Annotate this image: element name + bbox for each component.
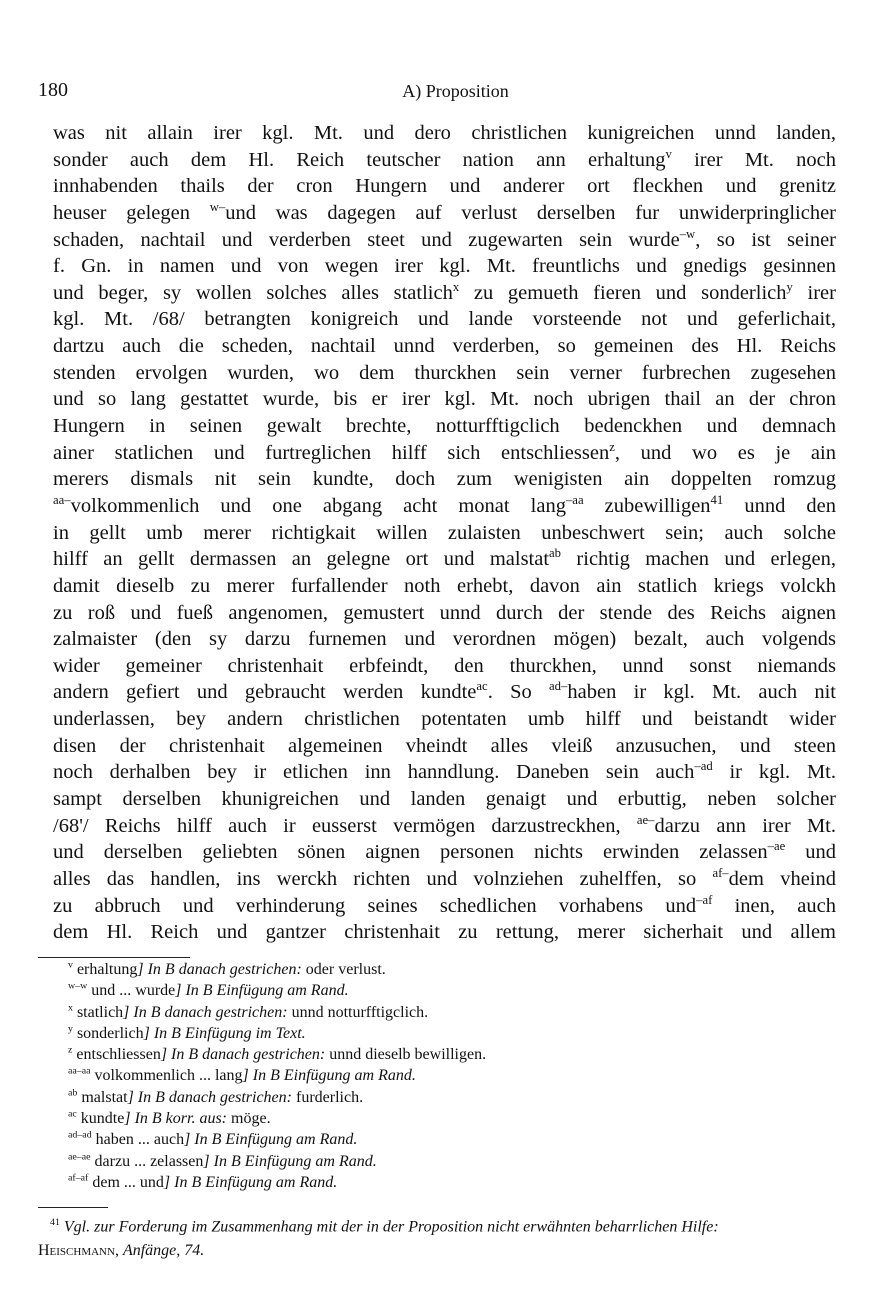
annotation-mark: z — [609, 439, 615, 454]
text-line: dem Hl. Reich und gantzer christenhait zu rettung, merer sicherhait und allem — [53, 921, 836, 944]
annotation-mark: y — [786, 280, 793, 295]
apparatus-note — [68, 1044, 486, 1065]
footnote-text: Vgl. zur Forderung im Zusammenhang mit der in der Proposition nicht erwähnten beharrlichen Hilfe: — [63, 1218, 719, 1236]
annotation-mark: –ad — [694, 759, 713, 774]
text-line: heuser gelegen $^{w-}$und was dagegen auf verlust derselben fur unwiderpringlicher — [53, 200, 836, 224]
text-line: und so lang gestattet wurde, bis er irer kgl. Mt. noch ubrigen thail an der chron — [53, 388, 836, 411]
variant-text: unnd dieselb bewilligen. — [325, 1046, 487, 1064]
running-title: A) Proposition — [402, 81, 509, 101]
text-line: ainer statlichen und furtreglichen hilff sich entschliessen$^z$, und wo es je ain — [53, 439, 836, 464]
lemma: entschliessen — [72, 1046, 161, 1064]
text-line: disen der christenhait algemeinen vheindt alles vleiß anzusuchen, und steen — [53, 734, 836, 757]
text-line: stenden ervolgen wurden, wo dem thurckhen sein verner furbrechen zugesehen — [53, 361, 836, 384]
footnote-author: Heischmann — [38, 1242, 115, 1260]
text-line: noch derhalben bey ir etlichen inn hanndlung. Daneben sein auch$^{-ad}$ ir kgl. Mt. — [53, 759, 836, 784]
variant-text: furderlich. — [291, 1088, 364, 1106]
apparatus-mark: ab — [68, 1087, 78, 1099]
annotation-mark: x — [452, 280, 460, 295]
footnote-mark: 41 — [50, 1217, 60, 1228]
apparatus-mark: y — [68, 1023, 73, 1035]
apparatus-comment: ] In B Einfügung am Rand. — [203, 1152, 377, 1170]
lemma: malstat — [77, 1088, 128, 1106]
apparatus-note — [68, 1172, 486, 1193]
apparatus-note — [68, 1065, 486, 1086]
variant-text: oder verlust. — [301, 961, 386, 978]
apparatus-comment: ] In B Einfügung am Rand. — [184, 1131, 358, 1149]
lemma: haben ... auch — [91, 1131, 185, 1149]
apparatus-mark: v — [68, 959, 73, 971]
apparatus-mark: w–w — [68, 980, 88, 992]
text-line: was nit allain irer kgl. Mt. und dero christlichen kunigreichen unnd landen, — [53, 122, 836, 144]
variant-text: möge. — [227, 1110, 271, 1128]
apparatus-mark: aa–aa — [68, 1066, 91, 1078]
footnote-divider — [38, 1207, 108, 1208]
annotation-mark: ad– — [549, 679, 568, 694]
apparatus-note — [68, 1151, 486, 1172]
apparatus-note — [68, 1108, 486, 1129]
annotation-mark: –aa — [565, 493, 584, 508]
lemma: und ... wurde — [87, 982, 176, 1000]
apparatus-comment: ] In B danach gestrichen: — [127, 1088, 292, 1106]
apparatus-mark: ae–ae — [68, 1151, 91, 1163]
text-line: damit dieselb zu merer furfallender noth erhebt, davon ain statlich kriegs volckh — [53, 574, 836, 597]
annotation-mark: –af — [696, 892, 713, 907]
apparatus-comment: ] In B Einfügung am Rand. — [242, 1067, 416, 1085]
apparatus-comment: ] In B korr. aus: — [124, 1110, 228, 1128]
annotation-mark: –w — [679, 226, 696, 241]
apparatus-mark: ac — [68, 1108, 77, 1120]
text-line: Hungern in seinen gewalt brechte, notturfftigclich bedenckhen und demnach — [53, 415, 836, 438]
critical-apparatus — [68, 959, 486, 1193]
text-line: andern gefiert und gebraucht werden kundte$^{ac}$. So $^{ad-}$haben ir kgl. Mt. auch nit — [53, 679, 837, 704]
annotation-mark: ae– — [636, 812, 655, 827]
apparatus-mark: z — [68, 1044, 73, 1056]
annotation-mark: w– — [209, 200, 226, 215]
apparatus-divider — [38, 957, 190, 958]
text-line: sonder auch dem Hl. Reich teutscher nation ann erhaltung$^v$ irer Mt. noch — [53, 146, 836, 171]
annotation-mark: –ae — [767, 839, 786, 854]
page-number: 180 — [38, 79, 68, 101]
apparatus-mark: ad–ad — [68, 1130, 92, 1142]
annotation-mark: ab — [549, 546, 562, 561]
apparatus-note — [68, 1002, 486, 1023]
apparatus-mark: x — [68, 1002, 73, 1014]
apparatus-note — [68, 980, 486, 1001]
apparatus-comment: ] In B Einfügung am Rand. — [175, 982, 349, 1000]
text-line: f. Gn. in namen und von wegen irer kgl. Mt. freuntlichs und gnedigs gesinnen — [53, 255, 836, 278]
text-line: /68'/ Reichs hilff auch ir eusserst vermögen darzustreckhen, $^{ae-}$darzu ann irer Mt. — [53, 812, 837, 837]
annotation-mark: ac — [476, 679, 488, 694]
footnote-separator: , — [114, 1242, 119, 1260]
apparatus-comment: ] In B Einfügung am Rand. — [163, 1173, 338, 1191]
apparatus-mark: af–af — [68, 1172, 89, 1184]
text-line: $^{aa-}$volkommenlich und one abgang acht monat lang$^{-aa}$ zubewilligen$^{41}$ unnd den — [53, 493, 836, 517]
apparatus-note — [68, 1087, 486, 1108]
apparatus-comment: ] In B danach gestrichen: — [123, 1003, 288, 1021]
lemma: darzu ... zelassen — [90, 1152, 204, 1170]
text-line: dartzu auch die scheden, nachtail unnd verderben, so gemeinen des Hl. Reichs — [53, 335, 836, 358]
apparatus-note — [68, 959, 486, 980]
apparatus-note — [68, 1129, 486, 1150]
text-line: schaden, nachtail und verderben steet und zugewarten sein wurde$^{-w}$, so ist seiner — [53, 226, 836, 251]
annotation-mark: v — [665, 146, 672, 161]
text-line: kgl. Mt. /68/ betrangten konigreich und lande vorsteende not und geferlichait, — [53, 308, 836, 331]
text-line: alles das handlen, ins werckh richten und volnziehen zuhelffen, so $^{af-}$dem vheind — [53, 866, 836, 890]
lemma: sonderlich — [72, 1024, 144, 1042]
lemma: volkommenlich ... lang — [90, 1067, 243, 1085]
text-line: zu abbruch und verhinderung seines schedlichen vorhabens und$^{-af}$ inen, auch — [53, 892, 836, 917]
text-line: sampt derselben khunigreichen und landen genaigt und erbuttig, neben solcher — [53, 788, 836, 811]
text-line: und beger, sy wollen solches alles statlich$^x$ zu gemueth fieren und sonderlich$^y$ irer — [53, 280, 836, 304]
text-line: zu roß und fueß angenomen, gemustert unnd durch der stende des Reichs aignen — [53, 601, 836, 624]
lemma: statlich — [72, 1003, 124, 1021]
lemma: erhaltung — [72, 961, 138, 978]
annotation-mark: 41 — [710, 493, 724, 508]
text-line: innhabenden thails der cron Hungern und anderer ort fleckhen und grenitz — [53, 175, 836, 198]
text-line: wider gemeiner christenhait erbfeindt, den thurckhen, unnd sonst niemands — [53, 654, 836, 677]
text-line: zalmaister (den sy darzu furnemen und verordnen mögen) bezalt, auch volgends — [53, 628, 836, 651]
variant-text: unnd notturfftigclich. — [287, 1003, 429, 1021]
text-line: und derselben geliebten sönen aignen personen nichts erwinden zelassen$^{-ae}$ und — [53, 839, 837, 864]
lemma: kundte — [76, 1110, 125, 1128]
apparatus-comment: ] In B danach gestrichen: — [160, 1046, 326, 1064]
text-line: underlassen, bey andern christlichen potentaten umb hilff und beistandt wider — [53, 708, 836, 731]
footnote-41 — [38, 1211, 798, 1263]
apparatus-note — [68, 1023, 486, 1044]
main-text — [53, 120, 836, 946]
footnote-title: Anfänge, 74. — [122, 1242, 205, 1260]
text-line: in gellt umb merer richtigkait willen zulaisten unbeschwert sein; auch solche — [53, 521, 836, 544]
apparatus-comment: ] In B danach gestrichen: — [137, 961, 302, 978]
annotation-mark: af– — [712, 866, 729, 881]
text-line: hilff an gellt dermassen an gelegne ort und malstat$^{ab}$ richtig machen und erlegen, — [53, 546, 836, 571]
apparatus-comment: ] In B Einfügung im Text. — [143, 1024, 306, 1042]
annotation-mark: aa– — [53, 493, 71, 508]
text-line: merers dismals nit sein kundte, doch zum wenigisten ain doppelten romzug — [53, 468, 836, 491]
lemma: dem ... und — [88, 1173, 164, 1191]
